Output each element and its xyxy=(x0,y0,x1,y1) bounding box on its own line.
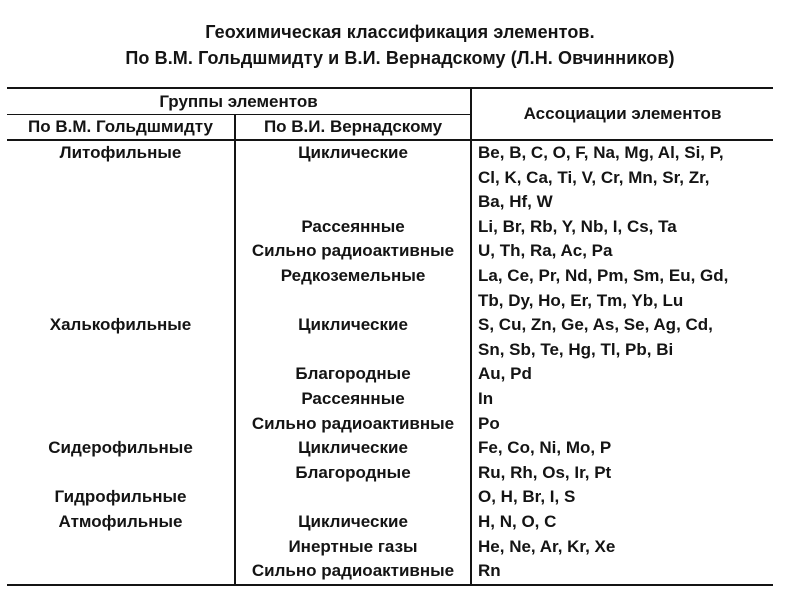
element-association-cell: In xyxy=(478,388,494,408)
vernadsky-group-cell: Циклические xyxy=(235,436,471,461)
goldschmidt-group-cell xyxy=(7,239,235,264)
table-row xyxy=(7,485,773,510)
table-row xyxy=(7,559,773,585)
table-row xyxy=(7,535,773,560)
table-row xyxy=(7,166,773,191)
table-header xyxy=(7,88,773,140)
table-row xyxy=(7,387,773,412)
element-association-cell: U, Th, Ra, Ac, Pa xyxy=(478,241,613,261)
vernadsky-group-cell: Редкоземельные xyxy=(235,264,471,289)
goldschmidt-group-cell xyxy=(7,559,235,585)
element-association-cell: Ru, Rh, Os, Ir, Pt xyxy=(478,462,612,482)
element-association-cell: He, Ne, Ar, Kr, Xe xyxy=(478,536,616,556)
element-association-cell: Fe, Co, Ni, Mo, P xyxy=(478,438,612,458)
goldschmidt-group-cell xyxy=(7,412,235,437)
element-association-cell: O, H, Br, I, S xyxy=(478,487,576,507)
element-association-cell: La, Ce, Pr, Nd, Pm, Sm, Eu, Gd, xyxy=(478,265,729,285)
goldschmidt-group-cell: Атмофильные xyxy=(58,511,183,531)
goldschmidt-group-cell: Литофильные xyxy=(59,143,182,162)
element-association-cell: Ba, Hf, W xyxy=(478,192,553,212)
header-goldschmidt: По В.М. Гольдшмидту xyxy=(7,115,235,141)
element-association-cell: Be, B, C, O, F, Na, Mg, Al, Si, P, xyxy=(478,143,724,162)
element-association-cell: S, Cu, Zn, Ge, As, Se, Ag, Cd, xyxy=(478,315,713,335)
table-row xyxy=(7,215,773,240)
header-element-groups: Группы элементов xyxy=(7,88,471,115)
element-association-cell: Tb, Dy, Ho, Er, Tm, Yb, Lu xyxy=(478,290,684,310)
table-row xyxy=(7,436,773,461)
vernadsky-group-cell: Циклические xyxy=(235,140,471,166)
goldschmidt-group-cell xyxy=(7,461,235,486)
goldschmidt-group-cell xyxy=(7,338,235,363)
table-row xyxy=(7,140,773,166)
goldschmidt-group-cell: Сидерофильные xyxy=(48,438,193,458)
table-row xyxy=(7,289,773,314)
table-row xyxy=(7,362,773,387)
table-row xyxy=(7,313,773,338)
vernadsky-group-cell: Циклические xyxy=(235,510,471,535)
header-vernadsky: По В.И. Вернадскому xyxy=(235,115,471,141)
goldschmidt-group-cell xyxy=(7,387,235,412)
table-row xyxy=(7,239,773,264)
table-row xyxy=(7,264,773,289)
vernadsky-group-cell xyxy=(235,166,471,191)
header-element-associations: Ассоциации элементов xyxy=(471,88,773,140)
classification-table xyxy=(7,87,773,586)
vernadsky-group-cell: Благородные xyxy=(235,461,471,486)
vernadsky-group-cell: Сильно радиоактивные xyxy=(235,412,471,437)
table-row xyxy=(7,412,773,437)
goldschmidt-group-cell xyxy=(7,264,235,289)
document-subtitle: По В.М. Гольдшмидту и В.И. Вернадскому (Л.Н. Овчинников) xyxy=(125,48,675,68)
vernadsky-group-cell: Рассеянные xyxy=(235,387,471,412)
table-row xyxy=(7,461,773,486)
document-title: Геохимическая классификация элементов. xyxy=(205,22,595,42)
element-association-cell: Cl, K, Ca, Ti, V, Cr, Mn, Sr, Zr, xyxy=(478,167,710,187)
goldschmidt-group-cell xyxy=(7,362,235,387)
goldschmidt-group-cell xyxy=(7,535,235,560)
vernadsky-group-cell: Рассеянные xyxy=(235,215,471,240)
goldschmidt-group-cell: Гидрофильные xyxy=(54,487,187,507)
table-body xyxy=(7,140,773,585)
goldschmidt-group-cell: Халькофильные xyxy=(49,315,192,335)
element-association-cell: Po xyxy=(478,413,500,433)
goldschmidt-group-cell xyxy=(7,215,235,240)
element-association-cell: Rn xyxy=(471,559,773,585)
vernadsky-group-cell: Циклические xyxy=(235,313,471,338)
goldschmidt-group-cell xyxy=(7,166,235,191)
element-association-cell: H, N, O, C xyxy=(478,511,557,531)
vernadsky-group-cell: Сильно радиоактивные xyxy=(235,239,471,264)
vernadsky-group-cell xyxy=(235,190,471,215)
table-row xyxy=(7,510,773,535)
table-row xyxy=(7,190,773,215)
vernadsky-group-cell xyxy=(235,289,471,314)
element-association-cell: Li, Br, Rb, Y, Nb, I, Cs, Ta xyxy=(478,216,677,236)
table-row xyxy=(7,338,773,363)
vernadsky-group-cell: Сильно радиоактивные xyxy=(235,559,471,585)
goldschmidt-group-cell xyxy=(7,289,235,314)
vernadsky-group-cell xyxy=(235,338,471,363)
vernadsky-group-cell: Инертные газы xyxy=(235,535,471,560)
vernadsky-group-cell xyxy=(235,485,471,510)
element-association-cell: Sn, Sb, Te, Hg, Tl, Pb, Bi xyxy=(478,339,674,359)
vernadsky-group-cell: Благородные xyxy=(235,362,471,387)
element-association-cell: Au, Pd xyxy=(478,364,532,384)
goldschmidt-group-cell xyxy=(7,190,235,215)
